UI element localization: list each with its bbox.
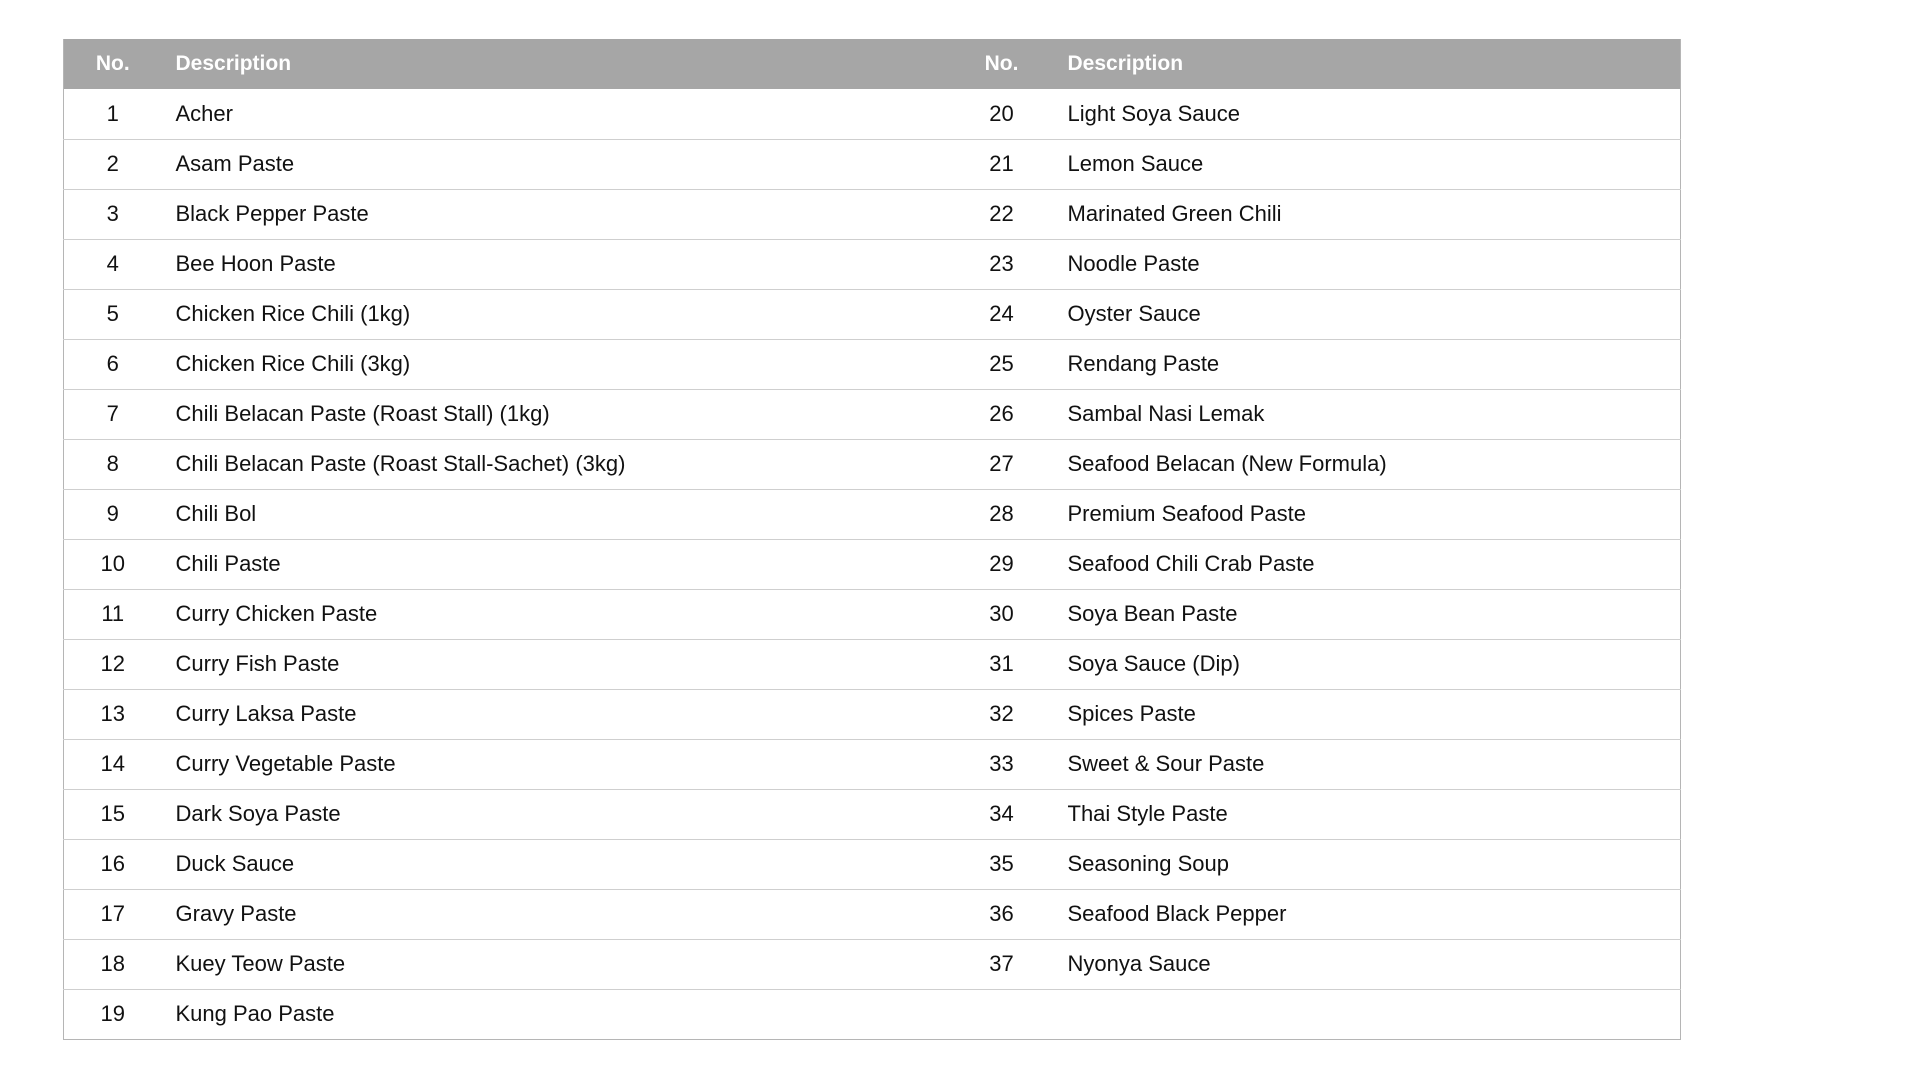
item-description-left: Curry Chicken Paste <box>175 601 378 626</box>
item-number-left: 17 <box>100 901 125 926</box>
item-description-right: Seafood Chili Crab Paste <box>1067 551 1315 576</box>
item-description-right: Lemon Sauce <box>1067 151 1204 176</box>
item-description-right: Soya Bean Paste <box>1067 601 1238 626</box>
table-row <box>64 139 1681 189</box>
table-row <box>64 339 1681 389</box>
table-row <box>64 789 1681 839</box>
table-row <box>64 989 1681 1039</box>
table-row <box>64 589 1681 639</box>
item-description-left: Curry Laksa Paste <box>175 701 357 726</box>
item-description-right: Thai Style Paste <box>1067 801 1228 826</box>
table-row <box>64 939 1681 989</box>
item-number-left: 1 <box>106 100 119 126</box>
item-number-right: 31 <box>989 651 1014 676</box>
item-description-left: Chili Bol <box>175 501 257 526</box>
table-row <box>64 289 1681 339</box>
item-description-right: Seafood Black Pepper <box>1067 901 1287 926</box>
table-row <box>64 539 1681 589</box>
item-number-right: 23 <box>989 251 1014 276</box>
item-number-right: 34 <box>989 801 1014 826</box>
item-description-left: Curry Vegetable Paste <box>175 751 396 776</box>
item-description-right: Light Soya Sauce <box>1067 100 1240 126</box>
table-row <box>64 239 1681 289</box>
product-table-container <box>63 39 1680 1040</box>
item-number-left: 2 <box>106 151 119 176</box>
item-description-left: Chicken Rice Chili (1kg) <box>175 301 411 326</box>
item-number-right: 32 <box>989 701 1014 726</box>
item-number-right: 35 <box>989 851 1014 876</box>
item-number-left: 19 <box>100 1001 125 1026</box>
item-description-left: Acher <box>175 100 233 126</box>
item-description-right: Seafood Belacan (New Formula) <box>1067 451 1387 476</box>
item-description-left: Chili Belacan Paste (Roast Stall) (1kg) <box>175 401 550 426</box>
item-number-right: 28 <box>989 501 1014 526</box>
table-row <box>64 839 1681 889</box>
table-row <box>64 389 1681 439</box>
item-number-left: 9 <box>106 501 119 526</box>
table-row <box>64 439 1681 489</box>
item-description-right: Nyonya Sauce <box>1067 951 1211 976</box>
item-description-left: Kuey Teow Paste <box>175 951 346 976</box>
table-row <box>64 189 1681 239</box>
item-description-left: Chili Belacan Paste (Roast Stall-Sachet) (3kg) <box>175 451 626 476</box>
item-description-left: Bee Hoon Paste <box>175 251 336 276</box>
item-description-left: Curry Fish Paste <box>175 651 340 676</box>
item-description-left: Chicken Rice Chili (3kg) <box>175 351 411 376</box>
item-number-right: 33 <box>989 751 1014 776</box>
item-number-right: 21 <box>989 151 1014 176</box>
item-description-left: Gravy Paste <box>175 901 297 926</box>
item-number-right: 37 <box>989 951 1014 976</box>
item-number-left: 13 <box>100 701 125 726</box>
item-description-right: Seasoning Soup <box>1067 851 1229 876</box>
item-description-right: Spices Paste <box>1067 701 1196 726</box>
table-row <box>64 739 1681 789</box>
item-number-right: 26 <box>989 401 1014 426</box>
item-description-left: Black Pepper Paste <box>175 201 369 226</box>
item-description-right: Noodle Paste <box>1067 251 1200 276</box>
item-description-right: Soya Sauce (Dip) <box>1067 651 1240 676</box>
item-number-left: 18 <box>100 951 125 976</box>
table-row <box>64 89 1681 139</box>
item-number-right: 20 <box>989 100 1014 126</box>
item-number-left: 10 <box>100 551 125 576</box>
item-description-left: Duck Sauce <box>175 851 295 876</box>
header-no-right: No. <box>984 52 1019 75</box>
item-description-right: Rendang Paste <box>1067 351 1220 376</box>
item-description-right: Marinated Green Chili <box>1067 201 1282 226</box>
product-table <box>63 39 1681 1040</box>
item-description-left: Chili Paste <box>175 551 281 576</box>
item-description-right: Sambal Nasi Lemak <box>1067 401 1265 426</box>
item-number-left: 12 <box>100 651 125 676</box>
item-description-right: Oyster Sauce <box>1067 301 1201 326</box>
item-number-right: 25 <box>989 351 1014 376</box>
table-header-row <box>64 39 1681 89</box>
item-number-right: 27 <box>989 451 1014 476</box>
item-number-right: 30 <box>989 601 1014 626</box>
header-description-right: Description <box>1067 52 1184 75</box>
item-number-left: 4 <box>106 251 119 276</box>
item-number-left: 15 <box>100 801 125 826</box>
table-row <box>64 889 1681 939</box>
item-number-right: 22 <box>989 201 1014 226</box>
item-number-left: 3 <box>106 201 119 226</box>
item-description-left: Kung Pao Paste <box>175 1001 335 1026</box>
item-number-right <box>950 989 1054 1039</box>
item-description-right: Premium Seafood Paste <box>1067 501 1306 526</box>
table-row <box>64 489 1681 539</box>
item-number-left: 8 <box>106 451 119 476</box>
header-no-left: No. <box>95 52 130 75</box>
item-number-left: 14 <box>100 751 125 776</box>
table-row <box>64 689 1681 739</box>
item-number-left: 11 <box>101 601 125 626</box>
item-description-left: Dark Soya Paste <box>175 801 341 826</box>
table-row <box>64 639 1681 689</box>
header-description-left: Description <box>175 52 292 75</box>
item-number-left: 7 <box>106 401 119 426</box>
item-number-left: 16 <box>100 851 125 876</box>
item-number-left: 5 <box>106 301 119 326</box>
item-number-right: 29 <box>989 551 1014 576</box>
item-number-left: 6 <box>106 351 119 376</box>
item-number-right: 36 <box>989 901 1014 926</box>
item-number-right: 24 <box>989 301 1014 326</box>
item-description-left: Asam Paste <box>175 151 295 176</box>
table-body <box>64 89 1681 1039</box>
item-description-right <box>1054 989 1681 1039</box>
item-description-right: Sweet & Sour Paste <box>1067 751 1265 776</box>
